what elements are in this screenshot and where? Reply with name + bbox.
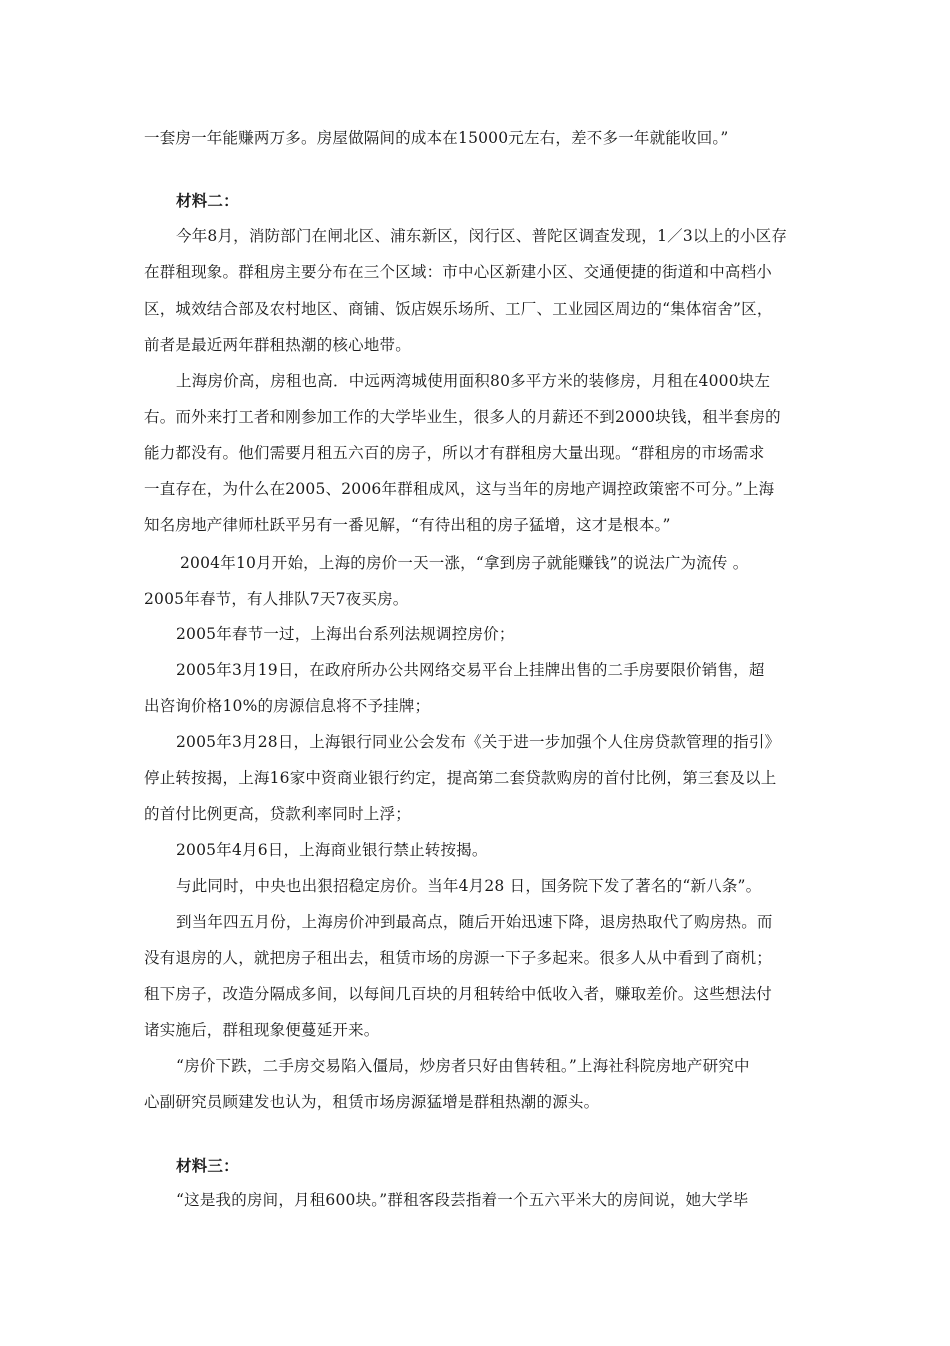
paragraph-line: 停止转按揭，上海16家中资商业银行约定，提高第二套贷款购房的首付比例，第三套及以上 [144,769,777,787]
paragraph-line: 的首付比例更高，贷款利率同时上浮； [144,805,411,823]
paragraph-line: 区，城效结合部及农村地区、商铺、饭店娱乐场所、工厂、工业园区周边的“集体宿舍”区， [144,300,773,318]
paragraph-line: “房价下跌，二手房交易陷入僵局，炒房者只好由售转租。”上海社科院房地产研究中 [176,1057,750,1075]
paragraph-line: 右。而外来打工者和刚参加工作的大学毕业生，很多人的月薪还不到2000块钱，租半套房的 [144,408,781,426]
paragraph-line: 在群租现象。群租房主要分布在三个区域：市中心区新建小区、交通便捷的街道和中高档小 [144,263,773,281]
paragraph-line: 没有退房的人，就把房子租出去，租赁市场的房源一下子多起来。很多人从中看到了商机； [144,949,773,967]
paragraph-line: “这是我的房间，月租600块。”群租客段芸指着一个五六平米大的房间说，她大学毕 [176,1191,749,1209]
material2-heading: 材料二： [176,192,239,210]
paragraph-line: 心副研究员顾建发也认为，租赁市场房源猛增是群租热潮的源头。 [144,1093,600,1111]
paragraph-line: 2005年4月6日，上海商业银行禁止转按揭。 [176,841,488,859]
paragraph-line: 今年8月，消防部门在闸北区、浦东新区，闵行区、普陀区调查发现，1／3以上的小区存 [176,227,788,245]
paragraph-line: 能力都没有。他们需要月租五六百的房子，所以才有群租房大量出现。“群租房的市场需求 [144,444,765,462]
paragraph-line: 前者是最近两年群租热潮的核心地带。 [144,336,411,354]
intro-tail-line: 一套房一年能赚两万多。房屋做隔间的成本在15000元左右，差不多一年就能收回。” [144,129,729,147]
paragraph-line: 2004年10月开始，上海的房价一天一涨，“拿到房子就能赚钱”的说法广为流传 。 [180,554,749,572]
paragraph-line: 租下房子，改造分隔成多间，以每间几百块的月租转给中低收入者，赚取差价。这些想法付 [144,985,773,1003]
paragraph-line: 与此同时，中央也出狠招稳定房价。当年4月28 日，国务院下发了著名的“新八条”。 [176,877,762,895]
paragraph-line: 出咨询价格10%的房源信息将不予挂牌； [144,697,431,715]
paragraph-line: 诸实施后，群租现象便蔓延开来。 [144,1021,380,1039]
paragraph-line: 2005年3月28日，上海银行同业公会发布《关于进一步加强个人住房贷款管理的指引》 [176,733,781,751]
paragraph-line: 知名房地产律师杜跃平另有一番见解，“有待出租的房子猛增，这才是根本。” [144,516,671,534]
paragraph-line: 2005年春节一过，上海出台系列法规调控房价； [176,625,515,643]
paragraph-line: 2005年3月19日，在政府所办公共网络交易平台上挂牌出售的二手房要限价销售，超 [176,661,765,679]
paragraph-line: 上海房价高，房租也高．中远两湾城使用面积80多平方米的装修房，月租在4000块左 [176,372,771,390]
paragraph-line: 2005年春节，有人排队7天7夜买房。 [144,590,409,608]
paragraph-line: 到当年四五月份，上海房价冲到最高点，随后开始迅速下降，退房热取代了购房热。而 [176,913,773,931]
paragraph-line: 一直存在，为什么在2005、2006年群租成风，这与当年的房地产调控政策密不可分。”上海 [144,480,775,498]
material3-heading: 材料三： [176,1157,239,1175]
